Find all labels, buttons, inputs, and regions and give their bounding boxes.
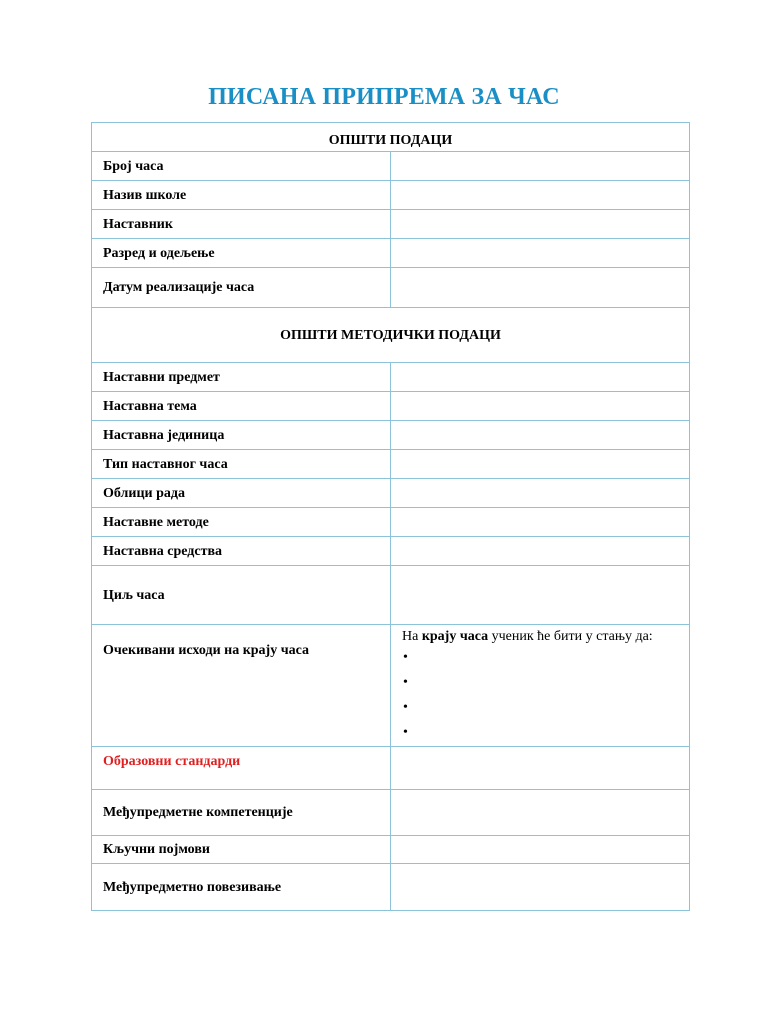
row-label: Наставни предмет <box>92 363 391 392</box>
section-row-methodical <box>92 308 690 363</box>
list-item[interactable] <box>416 695 678 720</box>
outcomes-intro <box>402 626 678 645</box>
row-label: Тип наставног часа <box>92 450 391 479</box>
row-value-field[interactable] <box>391 836 690 864</box>
row-label: Наставна јединица <box>92 421 391 450</box>
row-value-field[interactable] <box>391 864 690 911</box>
table-row <box>92 479 690 508</box>
row-value-field[interactable] <box>391 152 690 181</box>
table-row <box>92 268 690 308</box>
table-row <box>92 421 690 450</box>
outcomes-intro-prefix: На <box>402 629 422 644</box>
row-value-field[interactable] <box>391 450 690 479</box>
list-item[interactable] <box>416 720 678 745</box>
row-value-field[interactable] <box>391 537 690 566</box>
row-label: Наставна тема <box>92 392 391 421</box>
standards-row <box>92 747 690 790</box>
outcomes-bullet-list <box>402 645 678 745</box>
row-value-field[interactable] <box>391 268 690 308</box>
table-row <box>92 450 690 479</box>
row-value-field[interactable] <box>391 239 690 268</box>
table-row <box>92 566 690 625</box>
standards-label: Образовни стандарди <box>92 747 391 790</box>
row-value-field[interactable] <box>391 479 690 508</box>
row-value-field[interactable] <box>391 790 690 836</box>
row-label: Међупредметне компетенције <box>92 790 391 836</box>
row-label: Облици рада <box>92 479 391 508</box>
row-label: Наставна средства <box>92 537 391 566</box>
row-value-field[interactable] <box>391 363 690 392</box>
list-item[interactable] <box>416 670 678 695</box>
section-row-general <box>92 123 690 152</box>
row-label: Наставне методе <box>92 508 391 537</box>
outcomes-field[interactable] <box>391 625 690 747</box>
table-row <box>92 363 690 392</box>
outcomes-intro-suffix: ученик ће бити у стању да: <box>488 629 653 644</box>
table-row <box>92 152 690 181</box>
row-label: Разред и одељење <box>92 239 391 268</box>
row-value-field[interactable] <box>391 392 690 421</box>
table-row <box>92 537 690 566</box>
table-row <box>92 790 690 836</box>
row-label: Број часа <box>92 152 391 181</box>
table-row <box>92 508 690 537</box>
row-value-field[interactable] <box>391 508 690 537</box>
row-label: Датум реализације часа <box>92 268 391 308</box>
row-label: Међупредметно повезивање <box>92 864 391 911</box>
list-item[interactable] <box>416 645 678 670</box>
row-value-field[interactable] <box>391 210 690 239</box>
page-title: ПИСАНА ПРИПРЕМА ЗА ЧАС <box>208 84 560 110</box>
table-row <box>92 392 690 421</box>
section-title-methodical: ОПШТИ МЕТОДИЧКИ ПОДАЦИ <box>92 308 690 363</box>
outcomes-row <box>92 625 690 747</box>
row-label: Циљ часа <box>92 566 391 625</box>
table-row <box>92 210 690 239</box>
row-value-field[interactable] <box>391 566 690 625</box>
outcomes-label: Очекивани исходи на крају часа <box>92 625 391 747</box>
outcomes-intro-bold: крају часа <box>421 629 489 644</box>
lesson-plan-table <box>91 122 690 911</box>
standards-field[interactable] <box>391 747 690 790</box>
table-row <box>92 836 690 864</box>
row-value-field[interactable] <box>391 421 690 450</box>
row-label: Наставник <box>92 210 391 239</box>
section-title-general: ОПШТИ ПОДАЦИ <box>92 123 690 152</box>
table-row <box>92 239 690 268</box>
row-value-field[interactable] <box>391 181 690 210</box>
table-row <box>92 181 690 210</box>
row-label: Назив школе <box>92 181 391 210</box>
row-label: Кључни појмови <box>92 836 391 864</box>
table-row <box>92 864 690 911</box>
